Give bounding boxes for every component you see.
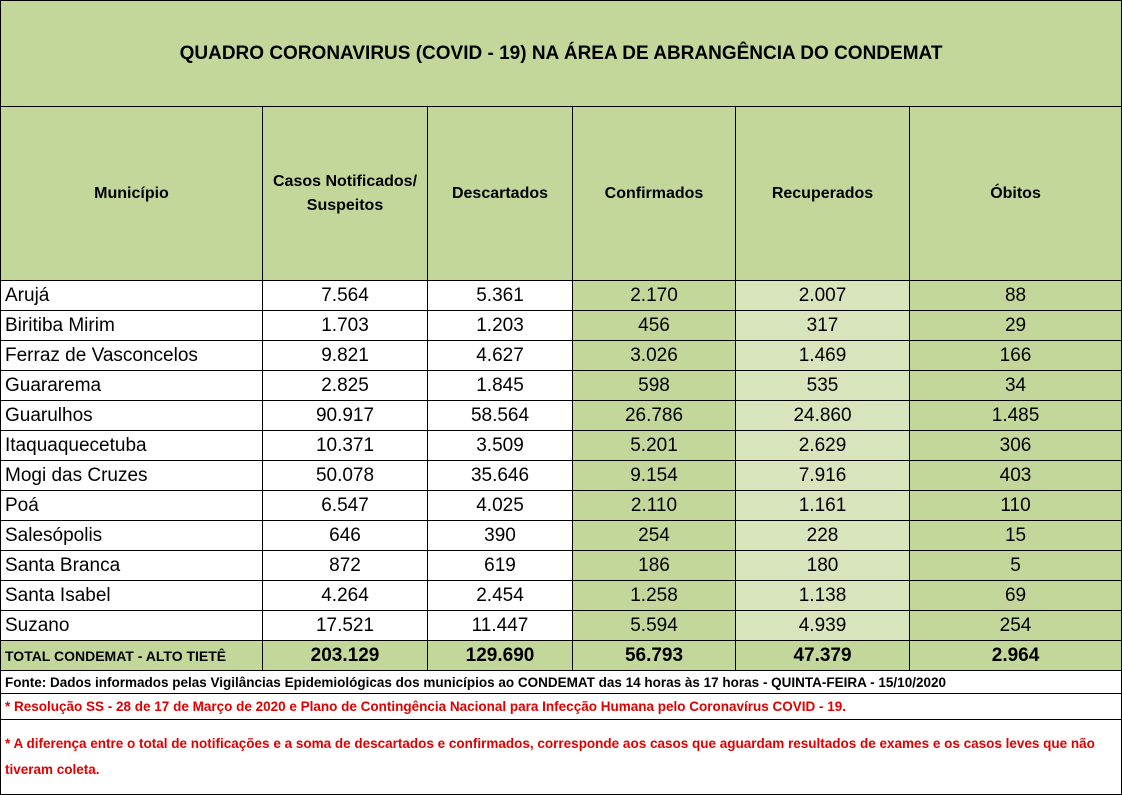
- cell-confirmados: 254: [573, 521, 736, 551]
- header-notificados-line1: Casos Notificados/: [272, 172, 418, 190]
- cell-notificados: 7.564: [263, 281, 428, 311]
- cell-obitos: 254: [910, 611, 1122, 641]
- cell-recuperados: 2.629: [736, 431, 910, 461]
- cell-descartados: 1.203: [428, 311, 573, 341]
- table-row: [1, 521, 1122, 551]
- cell-recuperados: 24.860: [736, 401, 910, 431]
- cell-descartados: 619: [428, 551, 573, 581]
- cell-confirmados: 5.594: [573, 611, 736, 641]
- cell-municipio: Guararema: [1, 371, 263, 401]
- cell-obitos: 29: [910, 311, 1122, 341]
- cell-notificados: 1.703: [263, 311, 428, 341]
- table-row: [1, 461, 1122, 491]
- cell-descartados: 5.361: [428, 281, 573, 311]
- total-confirmados: 56.793: [573, 641, 736, 671]
- cell-obitos: 34: [910, 371, 1122, 401]
- cell-recuperados: 535: [736, 371, 910, 401]
- cell-notificados: 4.264: [263, 581, 428, 611]
- cell-notificados: 50.078: [263, 461, 428, 491]
- table-row: [1, 431, 1122, 461]
- cell-confirmados: 9.154: [573, 461, 736, 491]
- cell-recuperados: 317: [736, 311, 910, 341]
- cell-obitos: 5: [910, 551, 1122, 581]
- cell-obitos: 166: [910, 341, 1122, 371]
- cell-notificados: 6.547: [263, 491, 428, 521]
- cell-descartados: 4.627: [428, 341, 573, 371]
- cell-descartados: 11.447: [428, 611, 573, 641]
- cell-descartados: 35.646: [428, 461, 573, 491]
- table-title: QUADRO CORONAVIRUS (COVID - 19) NA ÁREA DE ABRANGÊNCIA DO CONDEMAT: [1, 1, 1122, 107]
- cell-municipio: Ferraz de Vasconcelos: [1, 341, 263, 371]
- total-obitos: 2.964: [910, 641, 1122, 671]
- table-row: [1, 371, 1122, 401]
- total-notificados: 203.129: [263, 641, 428, 671]
- cell-obitos: 403: [910, 461, 1122, 491]
- cell-descartados: 1.845: [428, 371, 573, 401]
- cell-notificados: 872: [263, 551, 428, 581]
- cell-municipio: Poá: [1, 491, 263, 521]
- cell-recuperados: 180: [736, 551, 910, 581]
- cell-notificados: 10.371: [263, 431, 428, 461]
- table-row: [1, 611, 1122, 641]
- table-row: [1, 341, 1122, 371]
- cell-confirmados: 2.110: [573, 491, 736, 521]
- table-row: [1, 311, 1122, 341]
- cell-recuperados: 4.939: [736, 611, 910, 641]
- table-row: [1, 281, 1122, 311]
- cell-notificados: 2.825: [263, 371, 428, 401]
- note-diferenca: * A diferença entre o total de notificações e a soma de descartados e confirmados, corresponde aos casos que aguardam resultados de exames e os casos leves que não tiveram coleta.: [1, 720, 1122, 795]
- cell-notificados: 17.521: [263, 611, 428, 641]
- cell-obitos: 1.485: [910, 401, 1122, 431]
- cell-recuperados: 7.916: [736, 461, 910, 491]
- cell-confirmados: 2.170: [573, 281, 736, 311]
- header-obitos: Óbitos: [910, 107, 1122, 281]
- total-row: [1, 641, 1122, 671]
- cell-descartados: 3.509: [428, 431, 573, 461]
- cell-municipio: Santa Branca: [1, 551, 263, 581]
- cell-descartados: 58.564: [428, 401, 573, 431]
- cell-recuperados: 1.161: [736, 491, 910, 521]
- note-resolucao: * Resolução SS - 28 de 17 de Março de 2020 e Plano de Contingência Nacional para Infecção Humana pelo Coronavírus COVID - 19.: [1, 694, 1122, 720]
- header-recuperados: Recuperados: [736, 107, 910, 281]
- total-label: TOTAL CONDEMAT - ALTO TIETÊ: [1, 641, 263, 671]
- header-descartados: Descartados: [428, 107, 573, 281]
- cell-obitos: 306: [910, 431, 1122, 461]
- cell-recuperados: 1.469: [736, 341, 910, 371]
- total-recuperados: 47.379: [736, 641, 910, 671]
- cell-descartados: 2.454: [428, 581, 573, 611]
- cell-municipio: Arujá: [1, 281, 263, 311]
- cell-recuperados: 2.007: [736, 281, 910, 311]
- cell-municipio: Guarulhos: [1, 401, 263, 431]
- cell-recuperados: 228: [736, 521, 910, 551]
- cell-confirmados: 598: [573, 371, 736, 401]
- cell-municipio: Santa Isabel: [1, 581, 263, 611]
- cell-municipio: Salesópolis: [1, 521, 263, 551]
- cell-descartados: 390: [428, 521, 573, 551]
- cell-descartados: 4.025: [428, 491, 573, 521]
- table-row: [1, 491, 1122, 521]
- total-descartados: 129.690: [428, 641, 573, 671]
- cell-municipio: Suzano: [1, 611, 263, 641]
- cell-obitos: 88: [910, 281, 1122, 311]
- cell-municipio: Itaquaquecetuba: [1, 431, 263, 461]
- cell-confirmados: 5.201: [573, 431, 736, 461]
- table-row: [1, 401, 1122, 431]
- table-row: [1, 581, 1122, 611]
- header-notificados: [263, 107, 428, 281]
- header-notificados-line2: Suspeitos: [306, 196, 384, 214]
- cell-confirmados: 456: [573, 311, 736, 341]
- note-fonte: Fonte: Dados informados pelas Vigilâncias Epidemiológicas dos municípios ao CONDEMAT das 14 horas às 17 horas - QUINTA-FEIRA - 15/10/2020: [1, 671, 1122, 694]
- table-row: [1, 551, 1122, 581]
- cell-notificados: 646: [263, 521, 428, 551]
- header-municipio: Município: [1, 107, 263, 281]
- cell-confirmados: 186: [573, 551, 736, 581]
- cell-obitos: 69: [910, 581, 1122, 611]
- cell-obitos: 110: [910, 491, 1122, 521]
- cell-confirmados: 3.026: [573, 341, 736, 371]
- cell-confirmados: 26.786: [573, 401, 736, 431]
- cell-notificados: 90.917: [263, 401, 428, 431]
- cell-municipio: Biritiba Mirim: [1, 311, 263, 341]
- cell-confirmados: 1.258: [573, 581, 736, 611]
- cell-recuperados: 1.138: [736, 581, 910, 611]
- cell-municipio: Mogi das Cruzes: [1, 461, 263, 491]
- cell-obitos: 15: [910, 521, 1122, 551]
- header-confirmados: Confirmados: [573, 107, 736, 281]
- cell-notificados: 9.821: [263, 341, 428, 371]
